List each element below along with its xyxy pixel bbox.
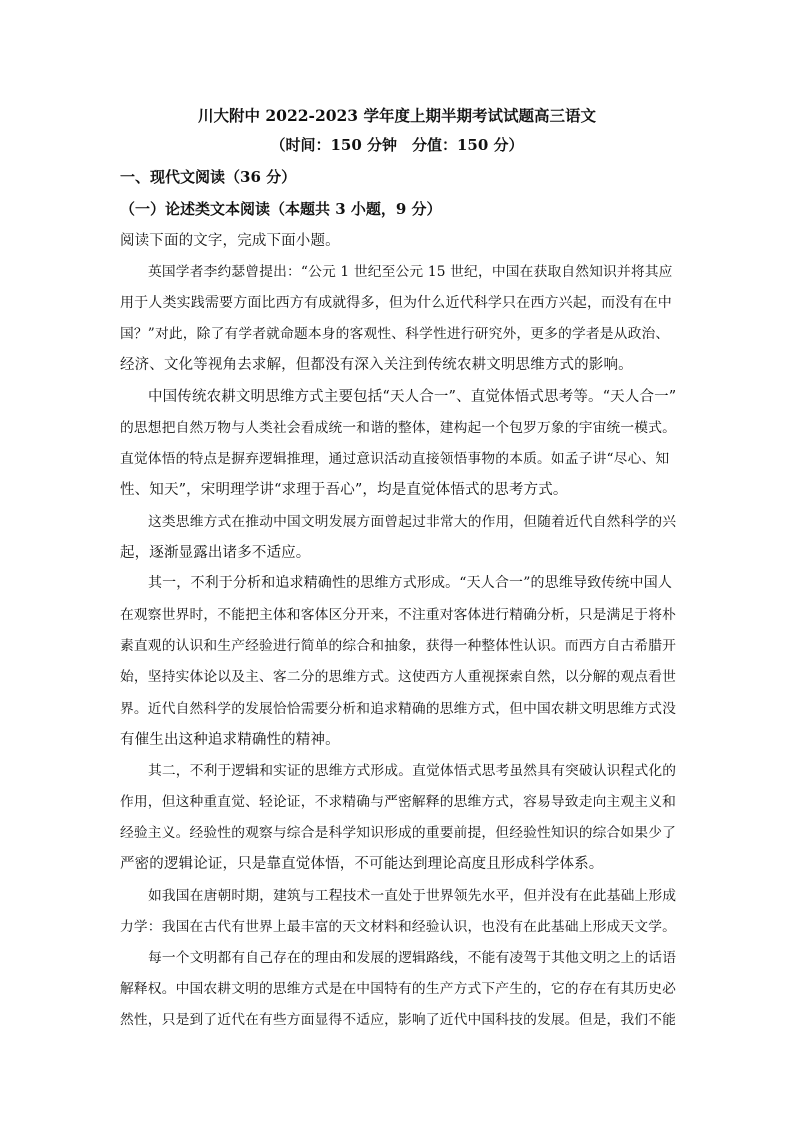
- paragraph-line: 经验主义。经验性的观察与综合是科学知识形成的重要前提，但经验性知识的综合如果少了: [120, 825, 677, 841]
- paragraph-line: 国？”对此，除了有学者就命题本身的客观性、科学性进行研究外，更多的学者是从政治、: [120, 326, 670, 342]
- paragraph-line: 其二，不利于逻辑和实证的思维方式形成。直觉体悟式思考虽然具有突破认识程式化的: [148, 763, 677, 779]
- paragraph-line: 性、知天”，宋明理学讲“求理于吾心”，均是直觉体悟式的思考方式。: [120, 482, 568, 498]
- paragraph-line: 经济、文化等视角去求解，但都没有深入关注到传统农耕文明思维方式的影响。: [120, 357, 633, 373]
- paragraph-line: 中国传统农耕文明思维方式主要包括“天人合一”、直觉体悟式思考等。“天人合一”: [148, 389, 677, 405]
- paragraph-line: 这类思维方式在推动中国文明发展方面曾起过非常大的作用，但随着近代自然科学的兴: [148, 514, 677, 530]
- paragraph-line: 每一个文明都有自己存在的理由和发展的逻辑路线，不能有凌驾于其他文明之上的话语: [148, 950, 677, 966]
- paragraph-line: 直觉体悟的特点是摒弃逻辑推理，通过意识活动直接领悟事物的本质。如孟子讲“尽心、知: [120, 451, 670, 467]
- paragraph-line: 界。近代自然科学的发展恰恰需要分析和追求精确的思维方式，但中国农耕文明思维方式没: [120, 701, 677, 717]
- exam-time-score: （时间：150 分钟 分值：150 分）: [270, 136, 524, 154]
- paragraph-line: 力学：我国在古代有世界上最丰富的天文材料和经验认识，也没有在此基础上形成天文学。: [120, 919, 677, 935]
- paragraph-line: 英国学者李约瑟曾提出：“公元 1 世纪至公元 15 世纪，中国在获取自然知识并将其应: [148, 264, 673, 280]
- paragraph-line: 如我国在唐朝时期，建筑与工程技术一直处于世界领先水平，但并没有在此基础上形成: [148, 888, 677, 904]
- paragraph-line: 严密的逻辑论证，只是靠直觉体悟，不可能达到理论高度且形成科学体系。: [120, 856, 604, 872]
- exam-title: 川大附中 2022-2023 学年度上期半期考试试题高三语文: [197, 106, 596, 125]
- paragraph-line: 在观察世界时，不能把主体和客体区分开来，不注重对客体进行精确分析，只是满足于将朴: [120, 607, 677, 623]
- paragraph-line: 解释权。中国农耕文明的思维方式是在中国特有的生产方式下产生的，它的存在有其历史必: [120, 981, 677, 997]
- paragraph-line: 素直观的认识和生产经验进行简单的综合和抽象，获得一种整体性认识。而西方自古希腊开: [120, 638, 677, 654]
- section-heading: 一、现代文阅读（36 分）: [120, 168, 297, 186]
- paragraph-line: 始，坚持实体论以及主、客二分的思维方式。这使西方人重视探索自然，以分解的观点看世: [120, 669, 677, 685]
- paragraph-line: 然性，只是到了近代在有些方面显得不适应，影响了近代中国科技的发展。但是，我们不能: [120, 1012, 677, 1028]
- paragraph-line: 作用，但这种重直觉、轻论证，不求精确与严密解释的思维方式，容易导致走向主观主义和: [120, 794, 677, 810]
- paragraph-line: 起，逐渐显露出诸多不适应。: [120, 545, 311, 561]
- paragraph-line: 用于人类实践需要方面比西方有成就得多，但为什么近代科学只在西方兴起，而没有在中: [120, 295, 672, 311]
- paragraph-line: 有催生出这种追求精确性的精神。: [120, 732, 340, 748]
- reading-instruction: 阅读下面的文字，完成下面小题。: [120, 233, 340, 249]
- subsection-heading: （一）论述类文本阅读（本题共 3 小题，9 分）: [120, 200, 442, 218]
- paragraph-line: 的思想把自然万物与人类社会看成统一和谐的整体，建构起一个包罗万象的宇宙统一模式。: [120, 420, 677, 436]
- paragraph-line: 其一，不利于分析和追求精确性的思维方式形成。“天人合一”的思维导致传统中国人: [148, 575, 673, 591]
